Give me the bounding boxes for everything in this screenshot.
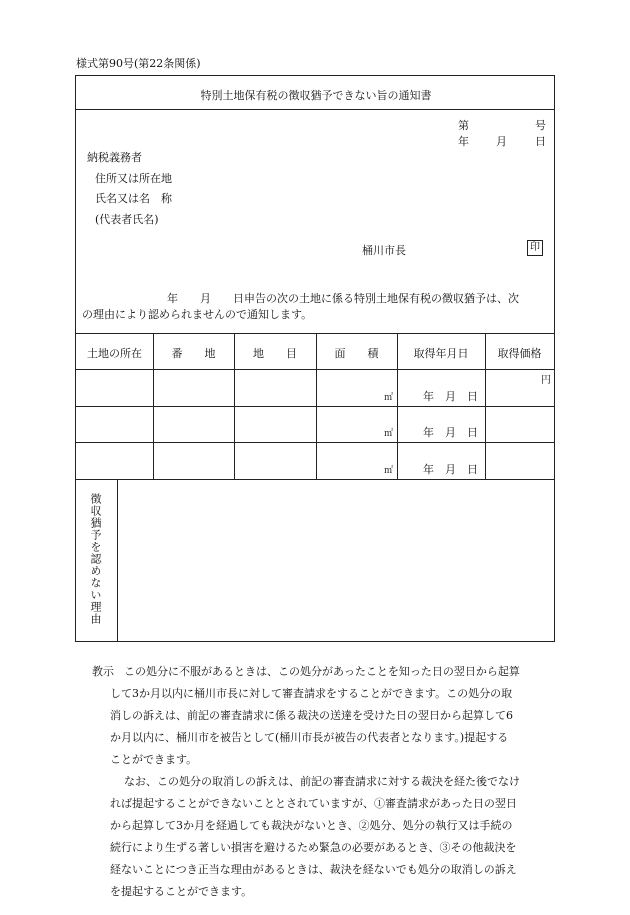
table-header-location: 土地の所在	[87, 347, 142, 360]
notice-form	[75, 75, 555, 642]
table-header-acquisition-price: 取得価格	[497, 347, 542, 360]
table-top-line	[76, 333, 554, 334]
area-unit: ㎡	[384, 429, 394, 439]
notice-line: れば提起することができないこととされていますが、①審査請求があった日の翌日	[110, 797, 517, 810]
notice-line: 経ないことにつき正当な理由があるときは、裁決を経ないでも処分の取消しの訴え	[110, 863, 517, 876]
taxpayer-address-label: 住所又は所在地	[95, 172, 172, 185]
doc-number-go: 号	[535, 119, 546, 132]
form-number: 様式第90号(第22条関係)	[76, 57, 201, 70]
price-unit: 円	[541, 375, 551, 386]
table-header-line	[76, 369, 554, 370]
taxpayer-heading: 納税義務者	[87, 151, 142, 164]
notice-line: か月以内に、桶川市を被告として(桶川市長が被告の代表者となります。)提起する	[110, 731, 509, 744]
form-title: 特別土地保有税の徴収猶予できない旨の通知書	[200, 89, 432, 102]
notice-line: から起算して3か月を経過しても裁決がないとき、②処分、処分の執行又は手続の	[110, 819, 513, 832]
body-line-2: の理由により認められませんので通知します。	[82, 308, 313, 321]
notice-line: ことができます。	[110, 753, 198, 766]
notice-line: この処分に不服があるときは、この処分があったことを知った日の翌日から起算	[124, 665, 520, 678]
notice-line: して3か月以内に桶川市長に対して審査請求をすることができます。この処分の取	[110, 687, 513, 700]
doc-number-dai: 第	[458, 119, 469, 132]
date-year: 年	[458, 135, 469, 148]
table-header-lot-number: 番 地	[171, 347, 216, 360]
date-month: 月	[496, 135, 507, 148]
acquisition-date-cell: 年 月 日	[423, 390, 478, 403]
notice-line: を提起することができます。	[110, 885, 253, 898]
acquisition-date-cell: 年 月 日	[423, 463, 478, 476]
notice-line: 消しの訴えは、前記の審査請求に係る裁決の送達を受けた日の翌日から起算して6	[110, 709, 513, 722]
acquisition-date-cell: 年 月 日	[423, 426, 478, 439]
table-row-line	[76, 442, 554, 443]
notice-label: 教示	[92, 665, 114, 678]
seal-mark: 印	[527, 240, 543, 256]
reason-divider	[117, 479, 118, 641]
table-bottom-line	[76, 479, 554, 480]
issuer: 桶川市長	[362, 244, 406, 257]
area-unit: ㎡	[384, 393, 394, 403]
notice-line: 続行により生ずる著しい損害を避けるため緊急の必要があるとき、③その他裁決を	[110, 841, 517, 854]
taxpayer-rep-label: (代表者氏名)	[95, 213, 159, 226]
divider	[76, 109, 554, 110]
date-day: 日	[535, 135, 546, 148]
notice-line: なお、この処分の取消しの訴えは、前記の審査請求に対する裁決を経た後でなけ	[124, 775, 520, 788]
table-row-line	[76, 406, 554, 407]
taxpayer-name-label: 氏名又は名 称	[95, 192, 172, 205]
table-header-acquisition-date: 取得年月日	[413, 347, 469, 360]
area-unit: ㎡	[384, 466, 394, 476]
table-header-land-category: 地 目	[253, 347, 297, 360]
reason-label: 徴収猶予を認めない理由	[89, 493, 102, 625]
table-header-area: 面 積	[334, 347, 379, 360]
body-line-1: 年 月 日申告の次の土地に係る特別土地保有税の徴収猶予は、次	[167, 292, 519, 305]
